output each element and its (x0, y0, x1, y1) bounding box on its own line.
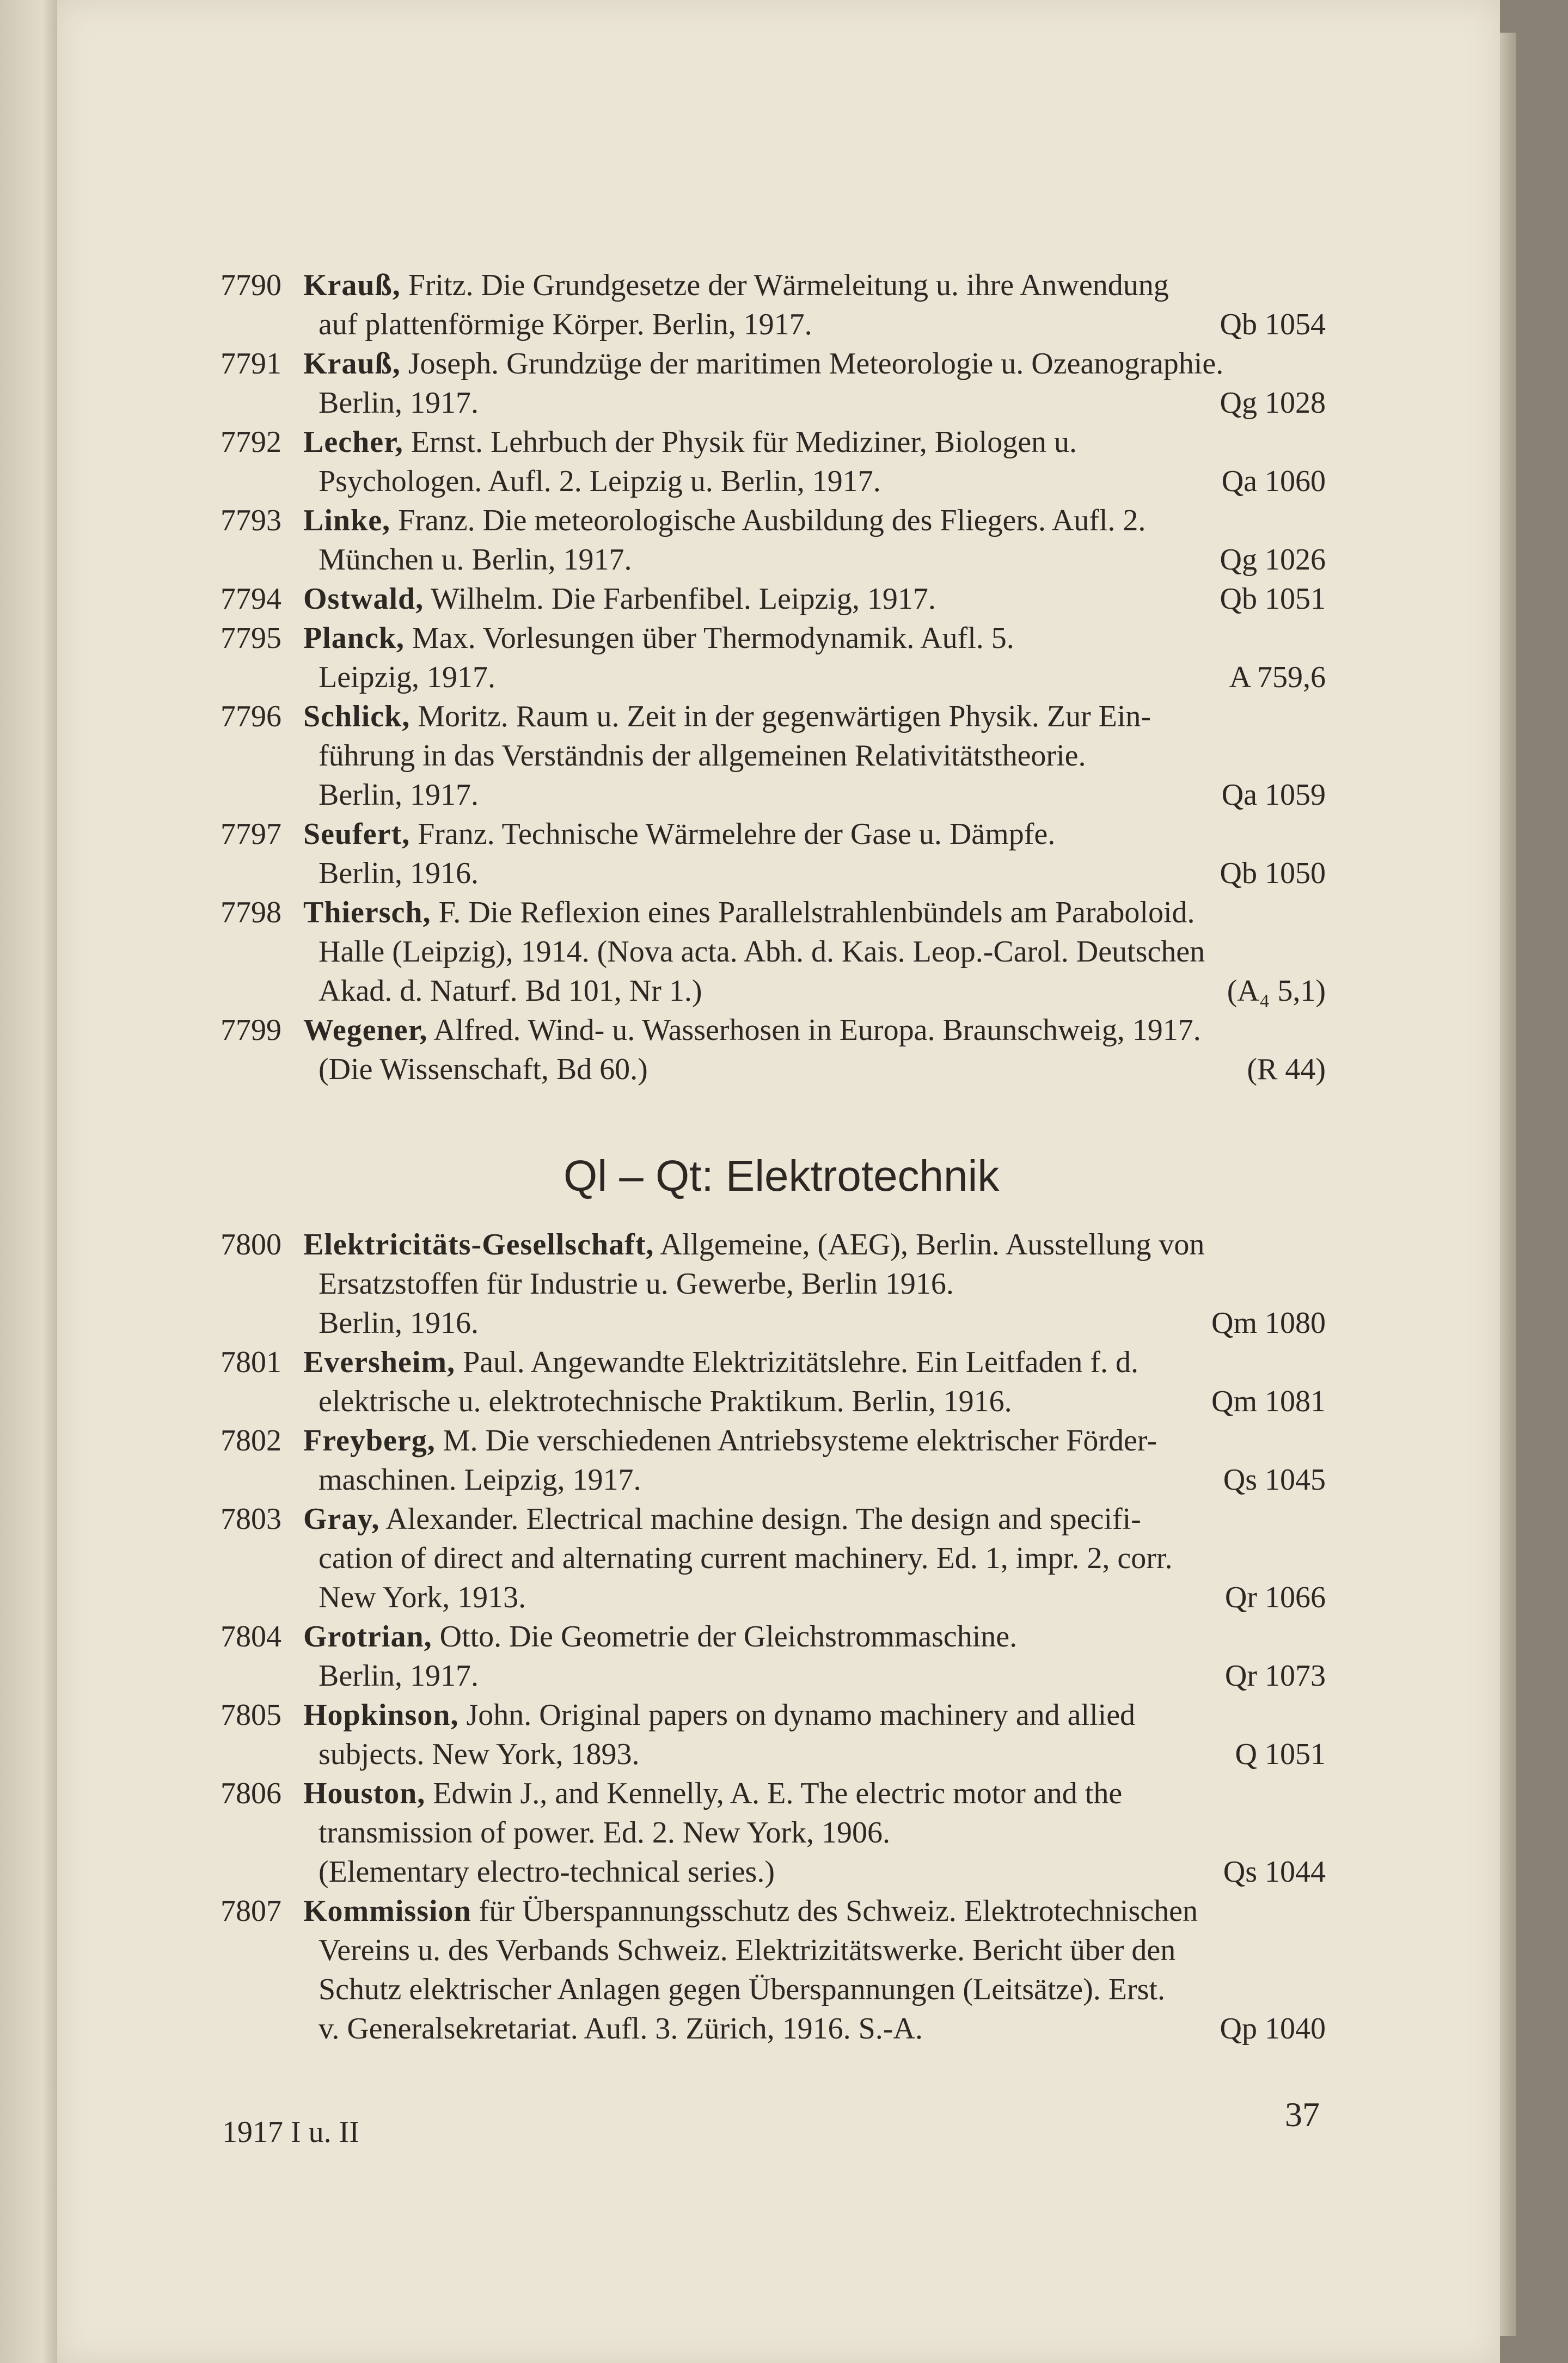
entry-number: 7798 (220, 896, 281, 929)
entry-text: Psychologen. Aufl. 2. Leipzig u. Berlin, 1917. (318, 464, 881, 498)
entry-text: v. Generalsekretariat. Aufl. 3. Zürich, 1916. S.-A. (318, 2012, 923, 2046)
shelf-signature: A 759,6 (1229, 660, 1326, 694)
author-name: Schlick, (303, 700, 411, 733)
shelf-signature: Qb 1051 (1220, 582, 1326, 616)
entry-line (220, 579, 1326, 619)
entry-text: Houston, Edwin J., and Kennelly, A. E. The electric motor and the (303, 1777, 1123, 1810)
entry-text: Leipzig, 1917. (318, 660, 496, 694)
entry-number: 7801 (220, 1345, 281, 1379)
catalog-entry (220, 1011, 1326, 1089)
entry-text: Kommission für Überspannungsschutz des Schweiz. Elektrotechnischen (303, 1894, 1198, 1928)
entry-line (220, 1578, 1326, 1617)
entry-number: 7803 (220, 1502, 281, 1536)
shelf-signature: Qp 1040 (1220, 2012, 1326, 2046)
entry-text: maschinen. Leipzig, 1917. (318, 1463, 641, 1497)
entry-line (220, 266, 1326, 305)
entry-text: Eversheim, Paul. Angewandte Elektrizitätslehre. Ein Leitfaden f. d. (303, 1345, 1138, 1379)
entry-number: 7793 (220, 504, 281, 537)
shelf-signature: Qm 1081 (1211, 1385, 1326, 1418)
entry-line (220, 1970, 1326, 2009)
entry-text: Elektricitäts-Gesellschaft, Allgemeine, (AEG), Berlin. Ausstellung von (303, 1228, 1205, 1262)
entry-line (220, 383, 1326, 423)
catalog-entry (220, 1421, 1326, 1499)
entry-text: Ostwald, Wilhelm. Die Farbenfibel. Leipzig, 1917. (303, 582, 936, 616)
shelf-signature: (R 44) (1247, 1052, 1326, 1086)
entry-text: Planck, Max. Vorlesungen über Thermodynamik. Aufl. 5. (303, 621, 1014, 655)
entry-text: (Elementary electro-technical series.) (318, 1855, 775, 1889)
author-name: Eversheim, (303, 1345, 456, 1379)
entry-text: Berlin, 1917. (318, 386, 479, 420)
entry-line (220, 736, 1326, 775)
entry-line (220, 540, 1326, 579)
entry-line (220, 501, 1326, 540)
entry-text: Vereins u. des Verbands Schweiz. Elektrizitätswerke. Bericht über den (318, 1933, 1176, 1967)
entry-line (220, 462, 1326, 501)
entry-line (220, 1813, 1326, 1852)
entry-text: subjects. New York, 1893. (318, 1737, 640, 1771)
entry-line (220, 971, 1326, 1011)
author-name: Seufert, (303, 817, 411, 851)
entry-text: Freyberg, M. Die verschiedenen Antriebsysteme elektrischer Förder- (303, 1424, 1157, 1458)
entry-number: 7796 (220, 700, 281, 733)
shelf-signature: Qa 1059 (1221, 778, 1326, 812)
entry-text: Schutz elektrischer Anlagen gegen Überspannungen (Leitsätze). Erst. (318, 1973, 1165, 2006)
page-edge-shadow (1500, 33, 1516, 2336)
entry-text: elektrische u. elektrotechnische Praktikum. Berlin, 1916. (318, 1385, 1012, 1418)
shelf-signature: Qs 1045 (1223, 1463, 1326, 1497)
entry-text: Wegener, Alfred. Wind- u. Wasserhosen in Europa. Braunschweig, 1917. (303, 1013, 1201, 1047)
catalog-entry (220, 815, 1326, 893)
catalog-entry (220, 266, 1326, 344)
entry-text: Gray, Alexander. Electrical machine design. The design and specifi- (303, 1502, 1141, 1536)
entry-line (220, 2009, 1326, 2048)
shelf-signature: Qm 1080 (1211, 1306, 1326, 1340)
entry-line (220, 1460, 1326, 1499)
entry-text: Thiersch, F. Die Reflexion eines Parallelstrahlenbündels am Paraboloid. (303, 896, 1195, 929)
entry-line (220, 1303, 1326, 1343)
author-name: Gray, (303, 1502, 380, 1536)
author-name: Ostwald, (303, 582, 424, 616)
shelf-signature: Qr 1066 (1224, 1581, 1326, 1614)
entry-line (220, 305, 1326, 344)
entry-line (220, 1050, 1326, 1089)
catalog-entry (220, 893, 1326, 1011)
author-name: Thiersch, (303, 896, 431, 929)
catalog-entry (220, 579, 1326, 619)
entry-line (220, 893, 1326, 932)
entry-number: 7806 (220, 1777, 281, 1810)
entry-number: 7804 (220, 1620, 281, 1654)
entry-line (220, 423, 1326, 462)
shelf-signature: Q 1051 (1235, 1737, 1326, 1771)
entry-line (220, 1225, 1326, 1264)
catalog-entry (220, 619, 1326, 697)
author-name: Houston, (303, 1777, 426, 1810)
entry-text: Grotrian, Otto. Die Geometrie der Gleichstrommaschine. (303, 1620, 1018, 1654)
entry-line (220, 619, 1326, 658)
entry-line (220, 1931, 1326, 1970)
entry-number: 7805 (220, 1698, 281, 1732)
catalog-entries-bottom (220, 1225, 1326, 2048)
author-name: Linke, (303, 504, 391, 537)
entry-text: Lecher, Ernst. Lehrbuch der Physik für Mediziner, Biologen u. (303, 425, 1077, 459)
footer-signature: 1917 I u. II (222, 2115, 359, 2149)
shelf-signature: Qb 1050 (1220, 856, 1326, 890)
entry-text: Akad. d. Naturf. Bd 101, Nr 1.) (318, 974, 702, 1008)
entry-line (220, 1852, 1326, 1891)
catalog-entry (220, 1225, 1326, 1343)
entry-number: 7807 (220, 1894, 281, 1928)
entry-line (220, 1343, 1326, 1382)
catalog-entry (220, 1343, 1326, 1421)
entry-text: München u. Berlin, 1917. (318, 543, 632, 577)
entry-line (220, 344, 1326, 383)
author-name: Planck, (303, 621, 405, 655)
entry-text: Schlick, Moritz. Raum u. Zeit in der gegenwärtigen Physik. Zur Ein- (303, 700, 1152, 733)
shelf-signature: Qs 1044 (1223, 1855, 1326, 1889)
author-name: Kommission (303, 1894, 471, 1928)
entry-line (220, 1539, 1326, 1578)
entry-line (220, 1891, 1326, 1931)
entry-line (220, 932, 1326, 971)
entry-line (220, 854, 1326, 893)
entry-text: Halle (Leipzig), 1914. (Nova acta. Abh. d. Kais. Leop.-Carol. Deutschen (318, 935, 1205, 969)
catalog-entries-top (220, 266, 1326, 1089)
section-heading: Ql – Qt: Elektrotechnik (564, 1152, 1000, 1200)
entry-number: 7794 (220, 582, 281, 616)
entry-line (220, 1382, 1326, 1421)
entry-text: Hopkinson, John. Original papers on dynamo machinery and allied (303, 1698, 1136, 1732)
entry-line (220, 1735, 1326, 1774)
catalog-entry (220, 1499, 1326, 1617)
shelf-signature: Qg 1026 (1220, 543, 1326, 577)
author-name: Elektricitäts-Gesellschaft, (303, 1228, 654, 1262)
page-number: 37 (1285, 2095, 1320, 2134)
shelf-signature: Qr 1073 (1224, 1659, 1326, 1693)
entry-number: 7802 (220, 1424, 281, 1458)
entry-text: auf plattenförmige Körper. Berlin, 1917. (318, 308, 812, 341)
entry-line (220, 697, 1326, 736)
author-name: Grotrian, (303, 1620, 432, 1654)
entry-line (220, 1656, 1326, 1695)
entry-text: Berlin, 1917. (318, 1659, 479, 1693)
entry-line (220, 1011, 1326, 1050)
entry-text: führung in das Verständnis der allgemeinen Relativitätstheorie. (318, 739, 1086, 773)
author-name: Hopkinson, (303, 1698, 459, 1732)
previous-page-edge (0, 0, 60, 2363)
author-name: Wegener, (303, 1013, 428, 1047)
author-name: Krauß, (303, 347, 401, 381)
catalog-entry (220, 697, 1326, 815)
shelf-signature: Qa 1060 (1221, 464, 1326, 498)
entry-line (220, 1421, 1326, 1460)
author-name: Krauß, (303, 268, 401, 302)
catalog-entry (220, 1774, 1326, 1891)
catalog-entry (220, 501, 1326, 579)
entry-text: (Die Wissenschaft, Bd 60.) (318, 1052, 648, 1086)
entry-text: Berlin, 1916. (318, 1306, 479, 1340)
entry-text: Seufert, Franz. Technische Wärmelehre der Gase u. Dämpfe. (303, 817, 1056, 851)
entry-line (220, 1774, 1326, 1813)
entry-text: Berlin, 1917. (318, 778, 479, 812)
entry-number: 7795 (220, 621, 281, 655)
entry-text: Krauß, Fritz. Die Grundgesetze der Wärmeleitung u. ihre Anwendung (303, 268, 1169, 302)
entry-text: Krauß, Joseph. Grundzüge der maritimen Meteorologie u. Ozeanographie. (303, 347, 1224, 381)
entry-line (220, 658, 1326, 697)
entry-line (220, 1499, 1326, 1539)
entry-number: 7799 (220, 1013, 281, 1047)
author-name: Freyberg, (303, 1424, 436, 1458)
entry-line (220, 815, 1326, 854)
entry-text: transmission of power. Ed. 2. New York, 1906. (318, 1816, 890, 1850)
shelf-signature: Qb 1054 (1220, 308, 1326, 341)
catalog-entry (220, 1891, 1326, 2048)
catalog-entry (220, 423, 1326, 501)
entry-text: cation of direct and alternating current machinery. Ed. 1, impr. 2, corr. (318, 1541, 1173, 1575)
entry-line (220, 1264, 1326, 1303)
shelf-signature: Qg 1028 (1220, 386, 1326, 420)
entry-line (220, 1617, 1326, 1656)
entry-line (220, 775, 1326, 815)
entry-number: 7790 (220, 268, 281, 302)
entry-line (220, 1695, 1326, 1735)
entry-number: 7792 (220, 425, 281, 459)
catalog-entry (220, 1695, 1326, 1774)
entry-text: Linke, Franz. Die meteorologische Ausbildung des Fliegers. Aufl. 2. (303, 504, 1146, 537)
entry-number: 7791 (220, 347, 281, 381)
entry-number: 7797 (220, 817, 281, 851)
catalog-entry (220, 1617, 1326, 1695)
entry-text: Ersatzstoffen für Industrie u. Gewerbe, Berlin 1916. (318, 1267, 954, 1301)
entry-text: Berlin, 1916. (318, 856, 479, 890)
author-name: Lecher, (303, 425, 403, 459)
entry-number: 7800 (220, 1228, 281, 1262)
entry-text: New York, 1913. (318, 1581, 526, 1614)
shelf-signature: (A₄ 5,1) (1227, 974, 1326, 1008)
catalog-entry (220, 344, 1326, 423)
